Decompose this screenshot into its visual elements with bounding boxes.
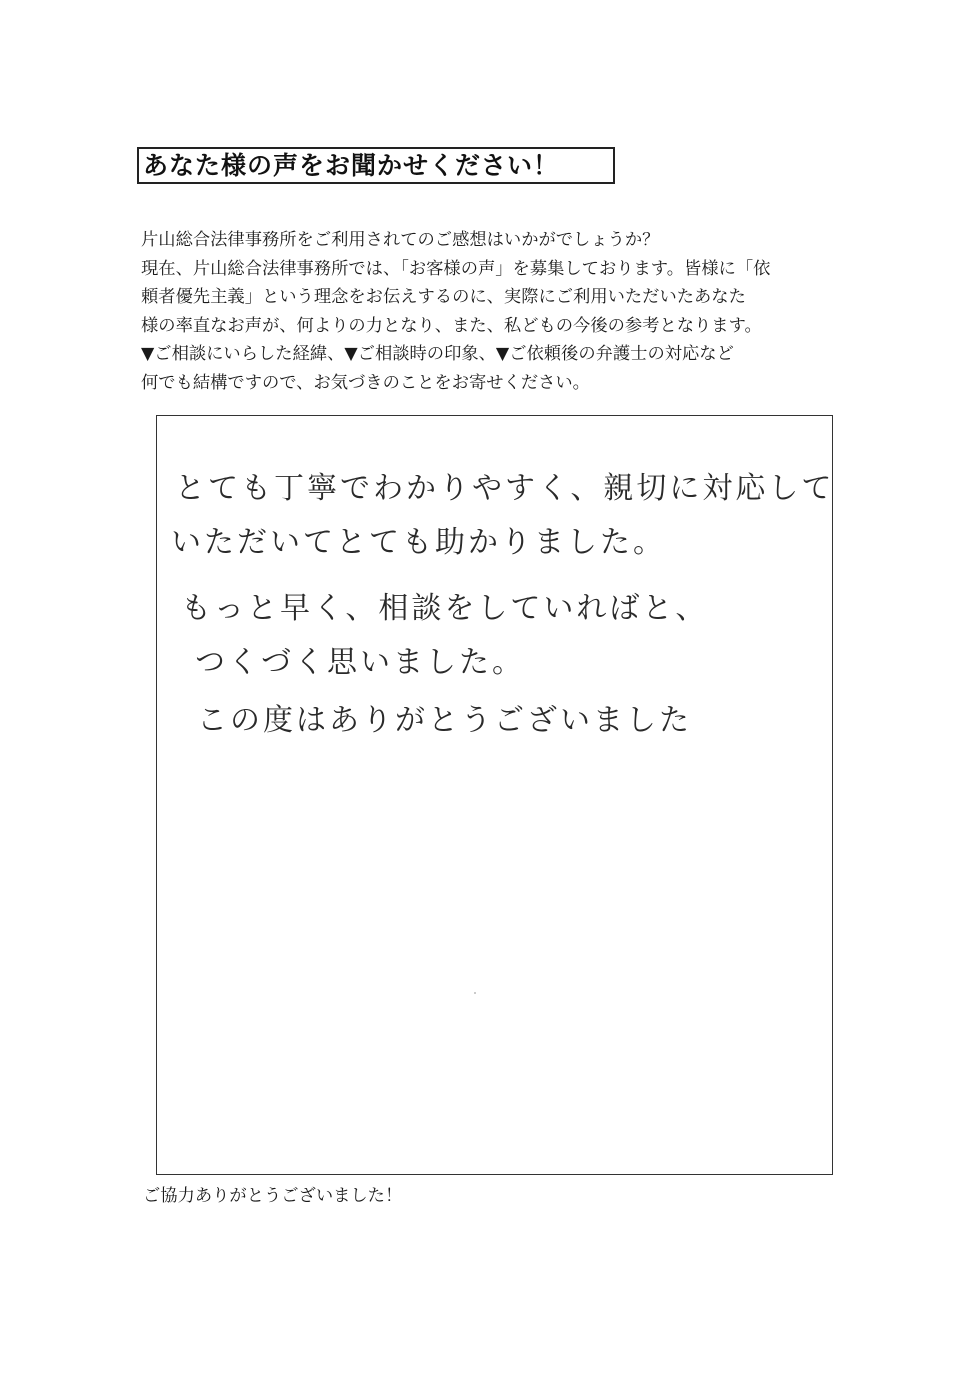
answer-line: つくづく思いました。 — [195, 645, 525, 680]
intro-line: 頼者優先主義」という理念をお伝えするのに、実際にご利用いただいたあなた — [141, 287, 746, 307]
scan-speck — [474, 992, 476, 994]
intro-line: 現在、片山総合法律事務所では、「お客様の声」を募集しております。皆様に「依 — [141, 258, 771, 279]
page-title: あなた様の声をお聞かせください！ — [143, 151, 560, 180]
answer-line: とても丁寧でわかりやすく、親切に対応して — [175, 471, 835, 506]
header-title-box — [137, 147, 615, 184]
footer-thanks: ご協力ありがとうございました！ — [143, 1186, 403, 1206]
answer-line: この度はありがとうございました — [197, 703, 692, 738]
intro-line: ▼ご相談にいらした経緯、▼ご相談時の印象、▼ご依頼後の弁護士の対応など — [141, 344, 734, 364]
answer-line: もっと早く、相談をしていればと、 — [181, 591, 709, 626]
intro-paragraph — [141, 226, 851, 397]
answer-line: いただいてとても助かりました。 — [171, 525, 666, 560]
intro-line: 片山総合法律事務所をご利用されてのご感想はいかがでしょうか？ — [141, 230, 660, 250]
intro-line: 様の率直なお声が、何よりの力となり、また、私どもの今後の参考となります。 — [141, 315, 762, 336]
intro-line: 何でも結構ですので、お気づきのことをお寄せください。 — [141, 372, 590, 393]
